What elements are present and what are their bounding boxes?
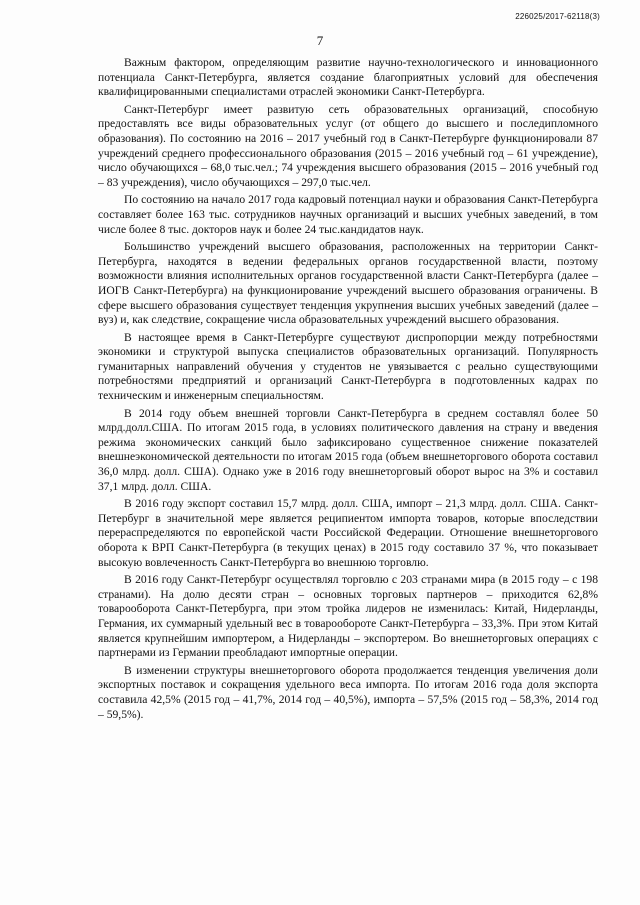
body-text — [98, 56, 598, 725]
paragraph-education-conditions: Важным фактором, определяющим развитие научно-технологического и инновационного потенциала Санкт-Петербурга, является создание благоприятных условий для обеспечения квалифицированными специалистами отраслей экономики Санкт-Петербурга. — [98, 56, 598, 99]
paragraph-higher-education-governance: Большинство учреждений высшего образования, расположенных на территории Санкт-Петербурга, находятся в ведении федеральных органов государственной власти, поэтому возможности влияния исполнительных органов государственной власти Санкт-Петербурга (далее – ИОГВ Санкт-Петербурга) на функционирование учреждений высшего образования ограничены. В сфере высшего образования существует тенденция укрупнения высших учебных заведений (далее – вуз) и, как следствие, сокращение числа образовательных учреждений высшего образования. — [98, 240, 598, 327]
paragraph-trade-structure: В изменении структуры внешнеторгового оборота продолжается тенденция увеличения доли экспортных поставок и сокращения удельного веса импорта. По итогам 2016 года доля экспорта составила 42,5% (2015 год – 41,7%, 2014 год – 40,5%), импорта – 57,5% (2015 год – 58,3%, 2014 год – 59,5%). — [98, 663, 598, 721]
paragraph-foreign-trade-volume: В 2014 году объем внешней торговли Санкт-Петербурга в среднем составлял более 50 млрд.долл.США. По итогам 2015 года, в условиях политического давления на страну и введения режима экономических санкций было зафиксировано существенное снижение показателей внешнеэкономической деятельности по итогам 2015 года (объем внешнеторгового оборота составил 36,0 млрд. долл. США). Однако уже в 2016 году внешнеторговый оборот вырос на 3% и составил 37,1 млрд. долл. США. — [98, 406, 598, 493]
paragraph-educational-network: Санкт-Петербург имеет развитую сеть образовательных организаций, способную предоставлять все виды образовательных услуг (от общего до высшего и последипломного образования). По состоянию на 2016 – 2017 учебный год в Санкт-Петербурге функционировали 87 учреждений среднего профессионального образования (2015 – 2016 учебный год – 61 учреждение), число обучающихся – 68,0 тыс.чел.; 74 учреждения высшего образования (2015 – 2016 учебный год – 83 учреждения), число обучающихся – 297,0 тыс.чел. — [98, 102, 598, 189]
page-number: 7 — [316, 33, 324, 48]
paragraph-disproportions: В настоящее время в Санкт-Петербурге существуют диспропорции между потребностями экономики и структурой выпуска специалистов образовательных организаций. Популярность гуманитарных направлений обучения у студентов не увязывается с реально существующими потребностями предприятий и организаций Санкт-Петербурга в подготовленных кадрах по техническим и инженерным специальностям. — [98, 330, 598, 403]
document-number: 226025/2017-62118(3) — [515, 12, 600, 21]
paragraph-export-import-2016: В 2016 году экспорт составил 15,7 млрд. долл. США, импорт – 21,3 млрд. долл. США. Санкт-Петербург в значительной мере является реципиентом импорта товаров, которые впоследствии перераспределяются по европейской части Российской Федерации. Отношение внешнеторгового оборота к ВРП Санкт-Петербурга (в текущих ценах) в 2015 году составило 37 %, что показывает высокую вовлеченность Санкт-Петербурга во внешнюю торговлю. — [98, 497, 598, 569]
paragraph-staff-potential: По состоянию на начало 2017 года кадровый потенциал науки и образования Санкт-Петербурга составляет более 163 тыс. сотрудников научных организаций и высших учебных заведений, в том числе более 8 тыс. докторов наук и более 24 тыс.кандидатов наук. — [98, 193, 598, 236]
paragraph-trade-partners: В 2016 году Санкт-Петербург осуществлял торговлю с 203 странами мира (в 2015 году – с 198 странами). На долю десяти стран – основных торговых партнеров – приходится 62,8% товарооборота Санкт-Петербурга, при этом тройка лидеров не изменилась: Китай, Нидерланды, Германия, их суммарный удельный вес в товарообороте Санкт-Петербурга – 33,3%. При этом Китай является крупнейшим импортером, а Нидерланды – экспортером. Во внешнеторговых операциях с партнерами из Германии преобладают импортные операции. — [98, 573, 598, 660]
